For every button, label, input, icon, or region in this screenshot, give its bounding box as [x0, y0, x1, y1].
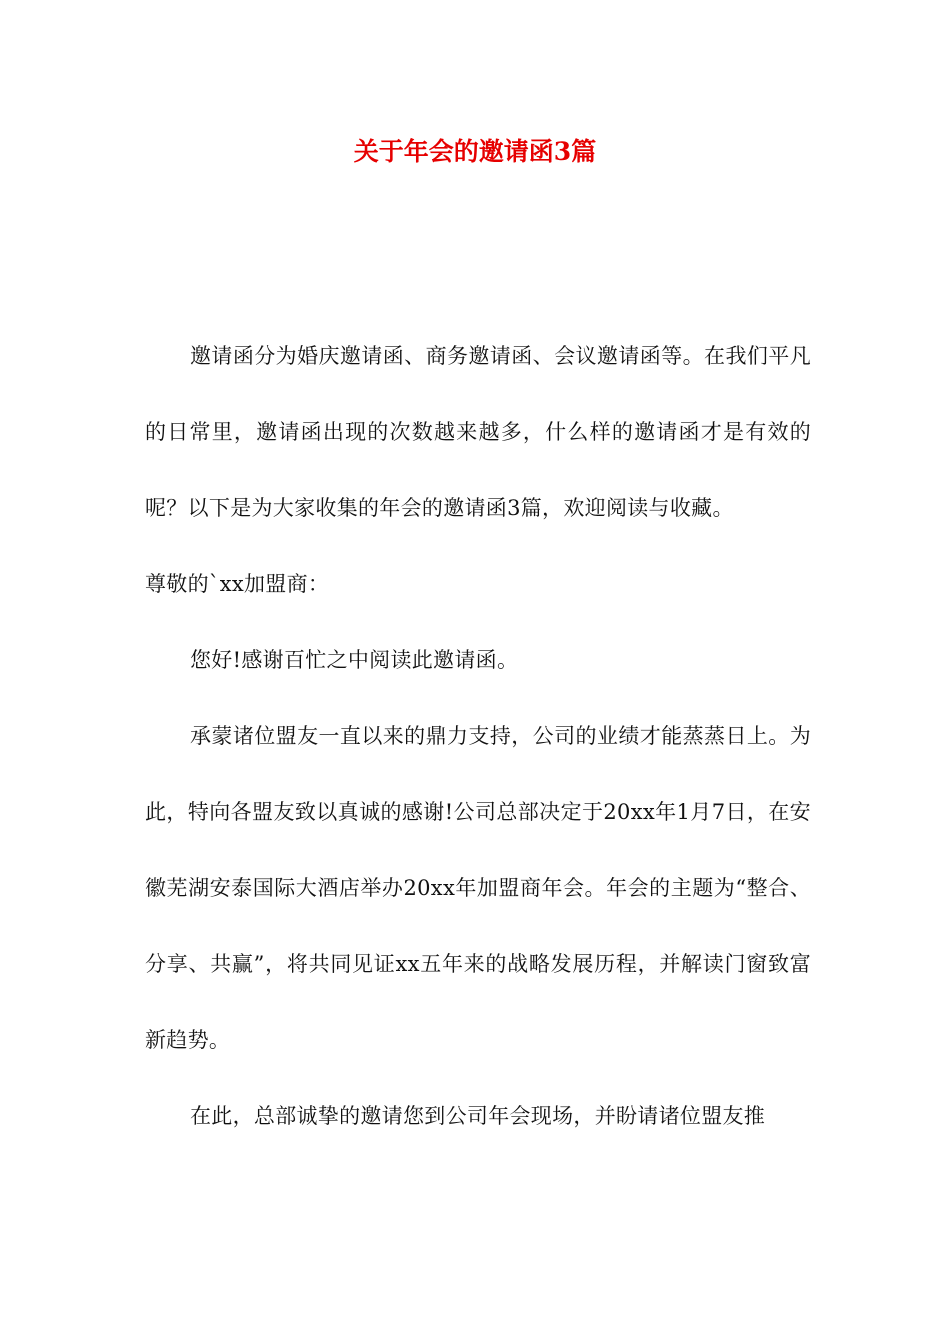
- document-title: 关于年会的邀请函3篇: [353, 137, 597, 166]
- salutation: 尊敬的`xx加盟商：: [145, 572, 330, 596]
- invitation-paragraph: 在此，总部诚挚的邀请您到公司年会现场，并盼请诸位盟友推: [190, 1104, 766, 1128]
- document-body: [145, 318, 811, 1154]
- announcement-paragraph: 承蒙诸位盟友一直以来的鼎力支持，公司的业绩才能蒸蒸日上。为此，特向各盟友致以真诚的感谢!公司总部决定于20xx年1月7日，在安徽芜湖安泰国际大酒店举办20xx年加盟商年会。年会的主题为“整合、分享、共赢”，将共同见证xx五年来的战略发展历程，并解读门窗致富新趋势。: [145, 724, 811, 1052]
- greeting-paragraph: 您好!感谢百忙之中阅读此邀请函。: [190, 648, 519, 672]
- intro-paragraph: 邀请函分为婚庆邀请函、商务邀请函、会议邀请函等。在我们平凡的日常里，邀请函出现的次数越来越多，什么样的邀请函才是有效的呢？以下是为大家收集的年会的邀请函3篇，欢迎阅读与收藏。: [145, 344, 811, 520]
